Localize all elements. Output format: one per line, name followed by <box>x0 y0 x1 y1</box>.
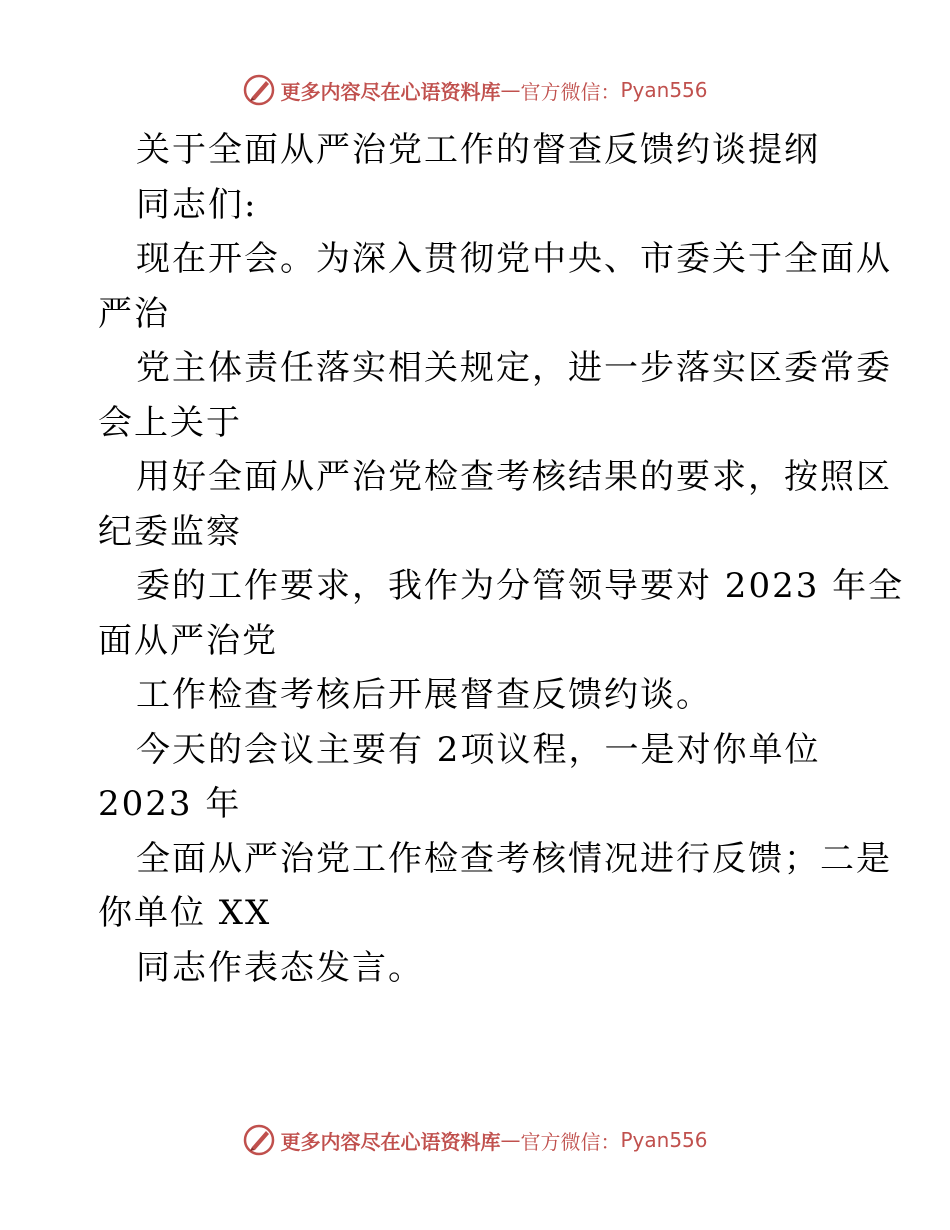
watermark-wechat-label: 官方微信： <box>520 1129 621 1154</box>
text-line: 会上关于 <box>98 402 242 443</box>
text-line: 你单位 XX <box>98 893 272 933</box>
pen-logo-icon <box>242 73 276 107</box>
text-line: 面从严治党 <box>98 620 278 661</box>
text-line: 纪委监察 <box>98 511 242 552</box>
watermark-site-name: 更多内容尽在心语资料库 <box>280 79 501 104</box>
watermark-wechat-id: Pyan556 <box>620 78 708 102</box>
watermark-site-name: 更多内容尽在心语资料库 <box>280 1129 501 1154</box>
text-line: 现在开会。为深入贯彻党中央、市委关于全面从 <box>136 239 892 279</box>
header-watermark <box>0 70 950 110</box>
text-line: 今天的会议主要有 2项议程，一是对你单位 <box>136 729 821 770</box>
text-line: 全面从严治党工作检查考核情况进行反馈；二是 <box>136 838 892 879</box>
text-line: 2023 年 <box>98 784 242 824</box>
document-body <box>98 123 905 995</box>
text-line: 党主体责任落实相关规定，进一步落实区委常委 <box>136 348 892 388</box>
text-line: 同志作表态发言。 <box>136 947 424 988</box>
text-line: 用好全面从严治党检查考核结果的要求，按照区 <box>136 457 892 497</box>
watermark-dash: — <box>500 78 521 102</box>
salutation: 同志们: <box>136 184 258 225</box>
watermark-wechat-id: Pyan556 <box>620 1128 708 1152</box>
footer-watermark <box>0 1120 950 1160</box>
text-line: 委的工作要求，我作为分管领导要对 2023 年全 <box>136 566 905 606</box>
text-line: 工作检查考核后开展督查反馈约谈。 <box>136 675 712 715</box>
pen-logo-icon <box>242 1123 276 1157</box>
document-title: 关于全面从严治党工作的督查反馈约谈提纲 <box>136 130 820 170</box>
text-line: 严治 <box>98 293 170 334</box>
watermark-dash: — <box>500 1128 521 1152</box>
watermark-wechat-label: 官方微信： <box>520 79 621 104</box>
